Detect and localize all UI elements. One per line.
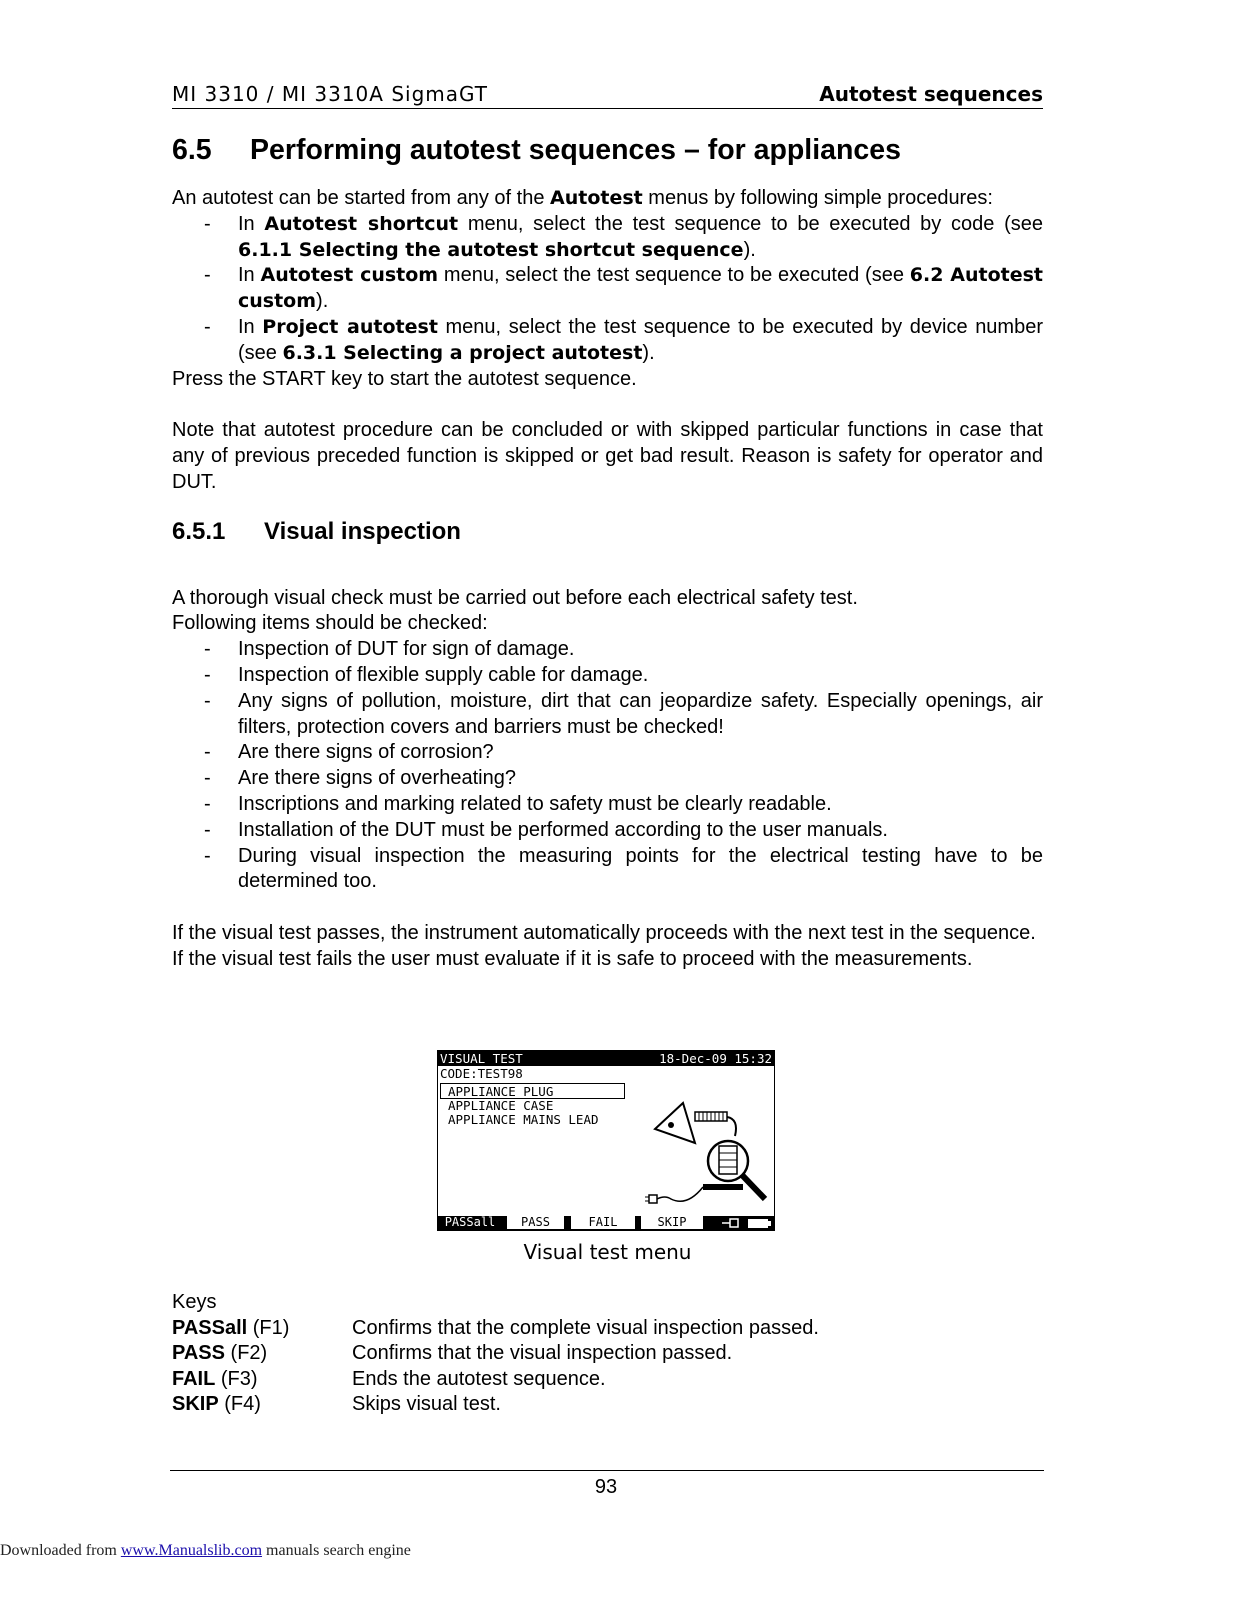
main-content — [172, 128, 1043, 973]
lcd-title-bar — [438, 1051, 774, 1066]
page-header — [172, 80, 1043, 109]
footer-divider — [170, 1470, 1044, 1471]
list-item: - Are there signs of overheating? — [172, 766, 1043, 792]
list-item: - Inspection of DUT for sign of damage. — [172, 637, 1043, 663]
key-name: PASSall — [172, 1316, 248, 1339]
subsection-heading — [172, 510, 1043, 554]
lcd-item-mains-lead: APPLIANCE MAINS LEAD — [448, 1112, 599, 1127]
list-item: - Inspection of flexible supply cable for damage. — [172, 663, 1043, 689]
appliance-magnifier-icon — [643, 1081, 773, 1211]
subsection-number: 6.5.1 — [172, 517, 226, 545]
visual-test-screen-figure — [437, 1050, 775, 1231]
subsection-title: Visual inspection — [264, 517, 461, 545]
section-title: Performing autotest sequences – for appliances — [250, 134, 901, 166]
list-item: - During visual inspection the measuring points for the electrical testing have to be determined too. — [172, 844, 1043, 896]
key-description: Ends the autotest sequence. — [352, 1367, 606, 1390]
key-description: Skips visual test. — [352, 1393, 501, 1415]
figure-caption: Visual test menu — [523, 1240, 692, 1264]
lcd-screen — [437, 1050, 775, 1231]
section-heading — [172, 128, 1043, 172]
key-name: SKIP — [172, 1393, 219, 1415]
fkey-passall: PASSall — [439, 1216, 501, 1229]
list-item: - In Autotest shortcut menu, select the test sequence to be executed by code (see 6.1.1 Selecting the autotest shortcut sequence). — [172, 212, 1043, 264]
fkey-fail: FAIL — [571, 1216, 635, 1229]
list-item: - Installation of the DUT must be performed according to the user manuals. — [172, 818, 1043, 844]
visual-check-intro: A thorough visual check must be carried out before each electrical safety test. — [172, 586, 858, 609]
list-item: - In Autotest custom menu, select the test sequence to be executed (see 6.2 Autotest custom). — [172, 263, 1043, 315]
list-item: - Are there signs of corrosion? — [172, 740, 1043, 766]
key-row: SKIP (F4) Skips visual test. — [172, 1392, 1043, 1418]
lcd-code: CODE:TEST98 — [440, 1066, 523, 1081]
items-checked-intro: Following items should be checked: — [172, 612, 488, 635]
lcd-item-appliance-case: APPLIANCE CASE — [448, 1098, 554, 1113]
list-item: - Inscriptions and marking related to safety must be clearly readable. — [172, 792, 1043, 818]
key-description: Confirms that the visual inspection passed. — [352, 1342, 733, 1364]
page-number: 93 — [594, 1476, 618, 1498]
key-row: PASS (F2) Confirms that the visual inspection passed. — [172, 1341, 1043, 1367]
fkey-pass: PASS — [507, 1216, 564, 1229]
plug-battery-icon — [720, 1218, 772, 1229]
key-row: FAIL (F3) Ends the autotest sequence. — [172, 1367, 1043, 1393]
key-name: PASS — [172, 1342, 225, 1364]
key-row: PASSall (F1) Confirms that the complete visual inspection passed. — [172, 1316, 1043, 1342]
inspection-list — [172, 637, 1043, 895]
download-notice: Downloaded from www.Manualslib.com manuals search engine — [0, 1542, 411, 1559]
section-number: 6.5 — [172, 134, 212, 166]
autotest-menu-list — [172, 212, 1043, 367]
fkey-skip: SKIP — [641, 1216, 703, 1229]
key-name: FAIL — [172, 1367, 216, 1390]
header-model: MI 3310 / MI 3310A SigmaGT — [172, 82, 488, 106]
lcd-function-bar — [438, 1216, 774, 1230]
key-description: Confirms that the complete visual inspection passed. — [352, 1316, 819, 1339]
header-chapter: Autotest sequences — [819, 82, 1043, 106]
lcd-item-appliance-plug: APPLIANCE PLUG — [448, 1084, 554, 1099]
keys-heading: Keys — [172, 1291, 217, 1313]
press-start-text: Press the START key to start the autotest sequence. — [172, 367, 637, 390]
list-item: - In Project autotest menu, select the test sequence to be executed by device number (see 6.3.1 Selecting a project autotest). — [172, 315, 1043, 367]
keys-table — [172, 1290, 1043, 1418]
note-paragraph: Note that autotest procedure can be concluded or with skipped particular functions in case that any of previous preceded function is skipped or get bad result. Reason is safety for operator and DUT. — [172, 419, 1043, 493]
pass-paragraph: If the visual test passes, the instrument automatically proceeds with the next test in the sequence. — [172, 921, 1036, 944]
lcd-title: VISUAL TEST — [440, 1051, 523, 1066]
fail-paragraph: If the visual test fails the user must evaluate if it is safe to proceed with the measurements. — [172, 947, 973, 970]
list-item: - Any signs of pollution, moisture, dirt that can jeopardize safety. Especially openings, air filters, protection covers and barriers must be checked! — [172, 689, 1043, 741]
manualslib-link[interactable]: www.Manualslib.com — [120, 1542, 263, 1559]
intro-paragraph: An autotest can be started from any of the Autotest menus by following simple procedures: — [172, 187, 993, 209]
lcd-datetime: 18-Dec-09 15:32 — [659, 1051, 772, 1066]
